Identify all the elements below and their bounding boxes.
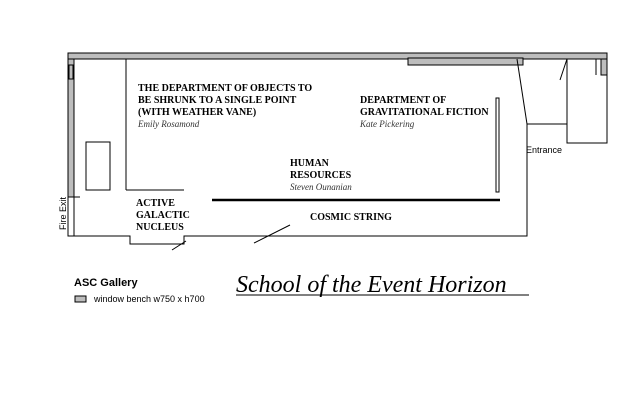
legend-swatch xyxy=(75,296,86,302)
objects-person: Emily Rosamond xyxy=(138,119,200,129)
objects-line2: BE SHRUNK TO A SINGLE POINT xyxy=(138,95,297,106)
window-bench-inner xyxy=(408,58,523,65)
human-line2: RESOURCES xyxy=(290,170,352,181)
fire-exit-label: Fire Exit xyxy=(58,196,68,230)
window-bench-left xyxy=(68,59,74,197)
window-bench-top xyxy=(68,53,607,59)
gravitational-line1: DEPARTMENT OF xyxy=(360,95,447,106)
objects-line3: (WITH WEATHER VANE) xyxy=(138,107,257,118)
entrance-label: Entrance xyxy=(526,145,563,155)
legend-label: window bench w750 x h700 xyxy=(94,294,205,304)
cosmic-label: COSMIC STRING xyxy=(310,212,392,223)
nucleus-line2: GALACTIC xyxy=(136,210,190,221)
gravitational-person: Kate Pickering xyxy=(360,119,415,129)
door-swing-left xyxy=(172,241,186,250)
gravitational-bar xyxy=(496,98,499,192)
objects-line1: THE DEPARTMENT OF OBJECTS TO xyxy=(138,83,313,94)
gallery-name: ASC Gallery xyxy=(74,277,138,289)
nucleus-line3: NUCLEUS xyxy=(136,222,184,233)
window-bench-small xyxy=(69,65,73,79)
nucleus-line1: ACTIVE xyxy=(136,198,175,209)
human-line1: HUMAN xyxy=(290,158,329,169)
window-bench-right xyxy=(601,59,607,75)
door-swing-cosmic xyxy=(254,225,290,243)
diagram-title: School of the Event Horizon xyxy=(236,272,507,298)
human-person: Steven Ounanian xyxy=(290,182,352,192)
gravitational-line2: GRAVITATIONAL FICTION xyxy=(360,107,489,118)
